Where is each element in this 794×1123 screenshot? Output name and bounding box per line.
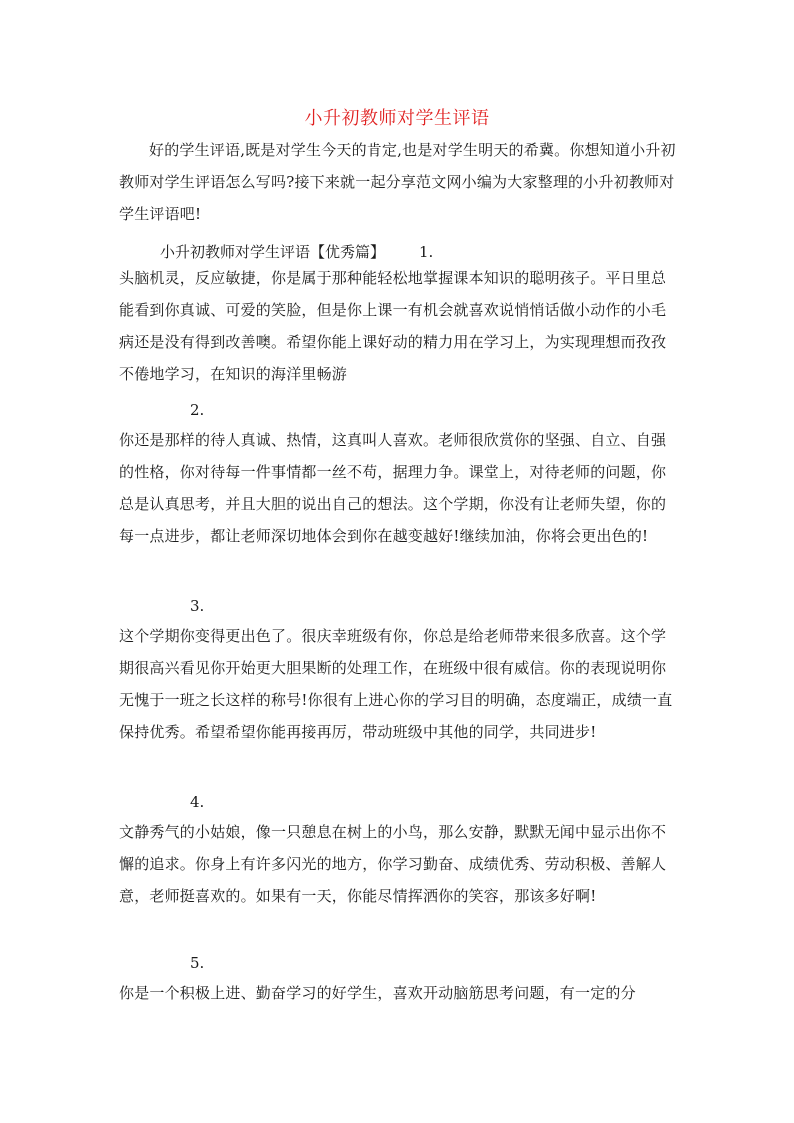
entry-number-2: 2. — [190, 401, 205, 419]
entry-text-2: 你还是那样的待人真诚、热情，这真叫人喜欢。老师很欣赏你的坚强、自立、自强的性格，你对待每一件事情都一丝不苟，据理力争。课堂上，对待老师的问题，你总是认真思考，并且大胆的说出自己的想法。这个学期，你没有让老师失望，你的每一点进步，都让老师深切地体会到你在越变越好!继续加油，你将会更出色的! — [119, 431, 667, 545]
entry-text-1: 头脑机灵，反应敏捷，你是属于那种能轻松地掌握课本知识的聪明孩子。平日里总能看到你真诚、可爱的笑脸，但是你上课一有机会就喜欢说悄悄话做小动作的小毛病还是没有得到改善噢。希望你能上课好动的精力用在学习上，为实现理想而孜孜不倦地学习，在知识的海洋里畅游 — [119, 269, 667, 383]
intro-paragraph: 好的学生评语,既是对学生今天的肯定,也是对学生明天的希冀。你想知道小升初教师对学生评语怎么写吗?接下来就一起分享范文网小编为大家整理的小升初教师对学生评语吧! — [119, 141, 676, 223]
entry-number-1: 1. — [419, 243, 434, 261]
entry-number-3: 3. — [190, 597, 205, 615]
entry-text-4: 文静秀气的小姑娘，像一只憩息在树上的小鸟，那么安静，默默无闻中显示出你不懈的追求。你身上有许多闪光的地方，你学习勤奋、成绩优秀、劳动积极、善解人意，老师挺喜欢的。如果有一天，你能尽情挥洒你的笑容，那该多好啊! — [119, 823, 667, 905]
entry-number-5: 5. — [190, 954, 205, 972]
entry-text-3: 这个学期你变得更出色了。很庆幸班级有你，你总是给老师带来很多欣喜。这个学期很高兴看见你开始更大胆果断的处理工作，在班级中很有威信。你的表现说明你无愧于一班之长这样的称号!你很有上进心你的学习目的明确，态度端正，成绩一直保持优秀。希望希望你能再接再厉，带动班级中其他的同学，共同进步! — [119, 627, 673, 741]
entry-number-4: 4. — [190, 793, 205, 811]
document-title: 小升初教师对学生评语 — [304, 108, 490, 129]
entry-text-5: 你是一个积极上进、勤奋学习的好学生，喜欢开动脑筋思考问题，有一定的分 — [119, 984, 636, 1002]
section-heading: 小升初教师对学生评语【优秀篇】 — [160, 243, 386, 261]
